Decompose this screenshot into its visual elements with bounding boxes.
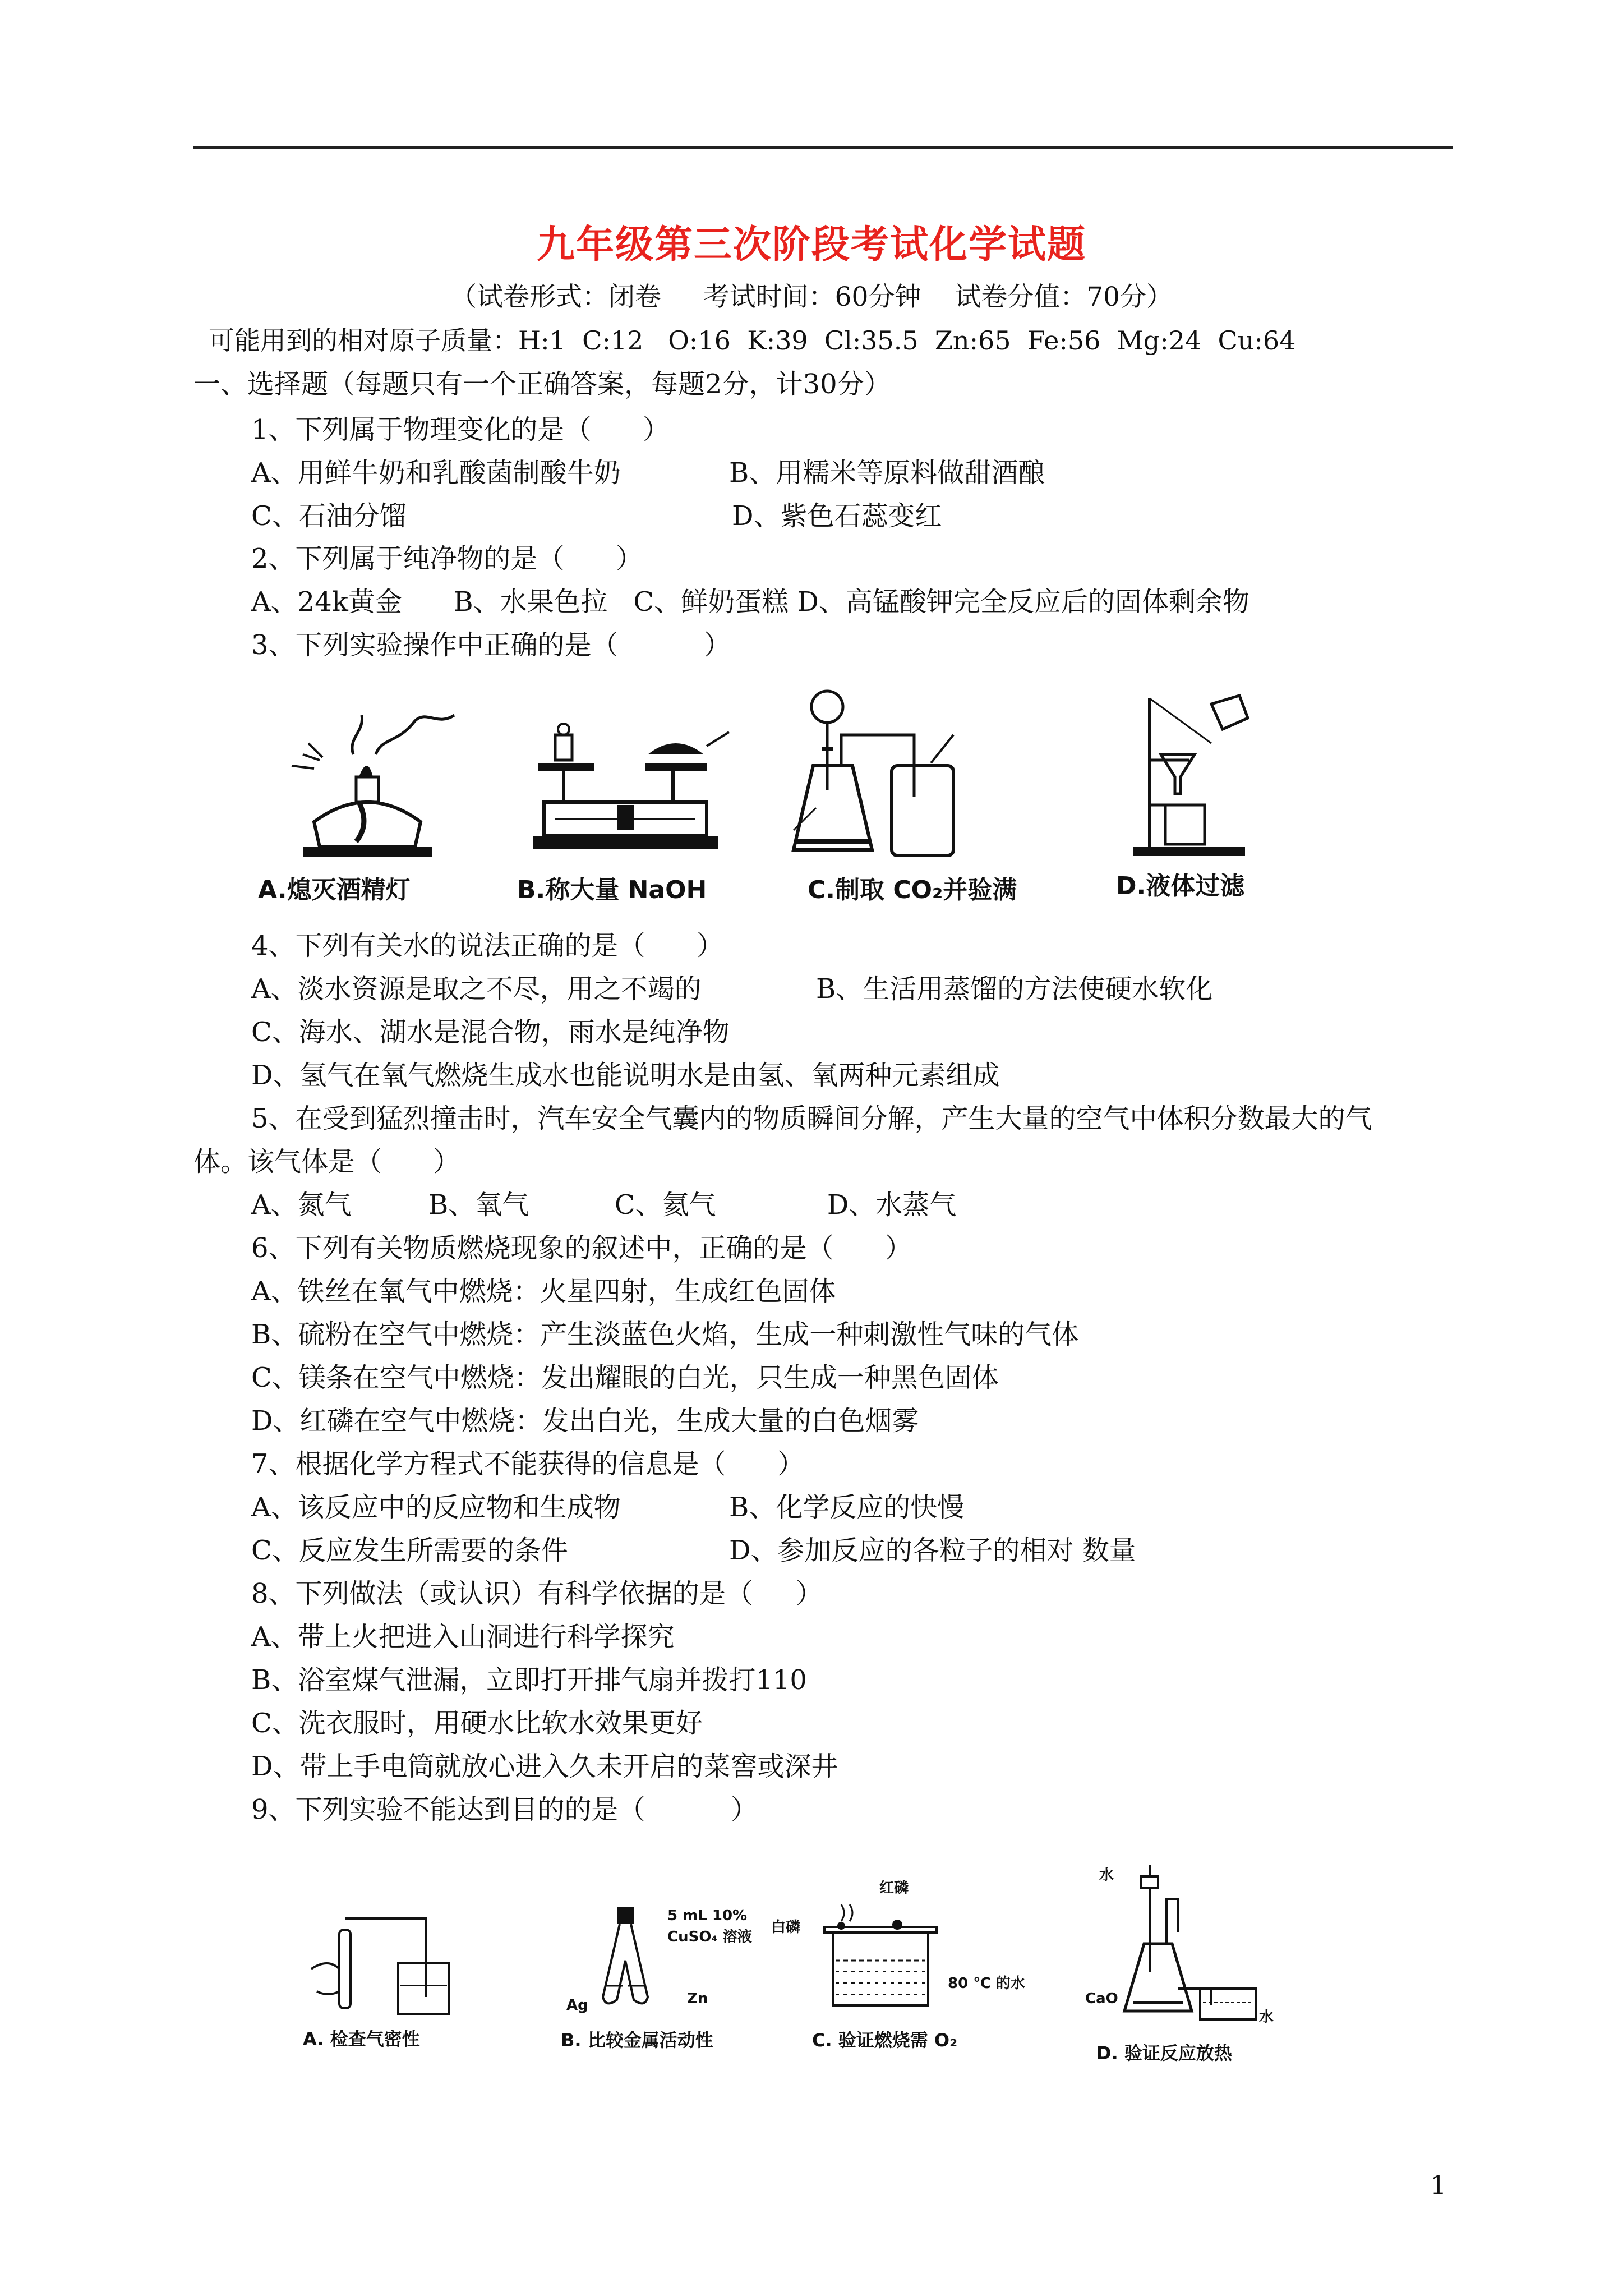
q3-caption-c: C.制取 CO₂并验满 <box>808 876 1017 904</box>
q5-options: A、氮气 B、氧气 C、氦气 D、水蒸气 <box>251 1189 957 1221</box>
exam-title: 九年级第三次阶段考试化学试题 <box>536 223 1086 267</box>
label-hot-water: 80 ℃ 的水 <box>948 1975 1025 1992</box>
q1-option-b: B、用糯米等原料做甜酒酿 <box>729 457 1045 489</box>
section-heading: 一、选择题（每题只有一个正确答案，每题2分，计30分） <box>193 369 891 400</box>
header-rule <box>193 146 1453 149</box>
figure-filtration <box>1127 687 1262 858</box>
q2-stem: 2、下列属于纯净物的是（ ） <box>251 543 643 574</box>
q4-option-c: C、海水、湖水是混合物，雨水是纯净物 <box>251 1016 730 1048</box>
label-white-phosphorus: 白磷 <box>771 1919 801 1936</box>
figure-co2-apparatus <box>791 687 981 864</box>
label-water-top: 水 <box>1099 1867 1114 1884</box>
q7-stem: 7、根据化学方程式不能获得的信息是（ ） <box>251 1448 805 1480</box>
label-ag: Ag <box>566 1997 588 2014</box>
q5-stem-line2: 体。该气体是（ ） <box>193 1146 460 1177</box>
label-cuso4-solution: CuSO₄ 溶液 <box>667 1929 752 1945</box>
figure-metal-activity <box>594 1902 673 2014</box>
q9-caption-b: B. 比较金属活动性 <box>561 2030 713 2051</box>
q6-option-b: B、硫粉在空气中燃烧：产生淡蓝色火焰，生成一种刺激性气味的气体 <box>251 1319 1079 1350</box>
q6-option-a: A、铁丝在氧气中燃烧：火星四射，生成红色固体 <box>251 1276 836 1307</box>
q2-options: A、24k黄金 B、水果色拉 C、鲜奶蛋糕 D、高锰酸钾完全反应后的固体剩余物 <box>251 586 1249 618</box>
q8-option-b: B、浴室煤气泄漏，立即打开排气扇并拨打110 <box>251 1664 807 1696</box>
q1-option-c: C、石油分馏 <box>251 500 407 532</box>
q8-option-c: C、洗衣服时，用硬水比软水效果更好 <box>251 1708 703 1739</box>
q4-option-b: B、生活用蒸馏的方法使硬水软化 <box>816 973 1213 1005</box>
label-red-phosphorus: 红磷 <box>879 1880 909 1897</box>
q4-option-d: D、氢气在氧气燃烧生成水也能说明水是由氢、氧两种元素组成 <box>251 1060 1000 1091</box>
label-cao: CaO <box>1085 1990 1118 2007</box>
q1-stem: 1、下列属于物理变化的是（ ） <box>251 414 670 445</box>
figure-exothermic <box>1122 1860 1262 2022</box>
q1-option-a: A、用鲜牛奶和乳酸菌制酸牛奶 <box>251 457 621 489</box>
q1-option-d: D、紫色石蕊变红 <box>732 500 942 532</box>
label-cuso4-volume: 5 mL 10% <box>667 1907 748 1924</box>
q3-caption-b: B.称大量 NaOH <box>517 876 707 904</box>
figure-balance <box>522 712 729 869</box>
atomic-masses: 可能用到的相对原子质量：H:1 C:12 O:16 K:39 Cl:35.5 Zn:65 Fe:56 Mg:24 Cu:64 <box>209 325 1296 356</box>
q7-option-b: B、化学反应的快慢 <box>729 1492 965 1523</box>
figure-combustion <box>819 1899 942 2017</box>
q9-caption-c: C. 验证燃烧需 O₂ <box>812 2030 958 2051</box>
q9-caption-a: A. 检查气密性 <box>303 2028 420 2050</box>
figure-alcohol-lamp <box>269 704 471 861</box>
q6-stem: 6、下列有关物质燃烧现象的叙述中，正确的是（ ） <box>251 1232 912 1264</box>
q6-option-c: C、镁条在空气中燃烧：发出耀眼的白光，只生成一种黑色固体 <box>251 1362 999 1393</box>
q7-option-c: C、反应发生所需要的条件 <box>251 1535 568 1566</box>
q8-option-a: A、带上火把进入山洞进行科学探究 <box>251 1621 675 1653</box>
figure-airtightness <box>300 1907 451 2019</box>
q7-option-d: D、参加反应的各粒子的相对 数量 <box>729 1535 1136 1566</box>
page-number: 1 <box>1430 2170 1447 2200</box>
q4-option-a: A、淡水资源是取之不尽，用之不竭的 <box>251 973 702 1005</box>
q4-stem: 4、下列有关水的说法正确的是（ ） <box>251 930 724 961</box>
q5-stem-line1: 5、在受到猛烈撞击时，汽车安全气囊内的物质瞬间分解，产生大量的空气中体积分数最大的气 <box>251 1103 1372 1134</box>
q7-option-a: A、该反应中的反应物和生成物 <box>251 1492 621 1523</box>
q9-stem: 9、下列实验不能达到目的的是（ ） <box>251 1794 758 1825</box>
q3-caption-d: D.液体过滤 <box>1116 872 1245 900</box>
q3-caption-a: A.熄灭酒精灯 <box>258 876 411 904</box>
q6-option-d: D、红磷在空气中燃烧：发出白光，生成大量的白色烟雾 <box>251 1405 919 1437</box>
q9-caption-d: D. 验证反应放热 <box>1096 2042 1232 2064</box>
q3-stem: 3、下列实验操作中正确的是（ ） <box>251 629 731 661</box>
q8-option-d: D、带上手电筒就放心进入久未开启的菜窖或深井 <box>251 1751 838 1782</box>
exam-info: （试卷形式：闭卷 考试时间：60分钟 试卷分值：70分） <box>450 282 1173 312</box>
label-water-right: 水 <box>1259 2009 1274 2026</box>
q8-stem: 8、下列做法（或认识）有科学依据的是（ ） <box>251 1578 823 1609</box>
label-zn: Zn <box>687 1990 708 2007</box>
